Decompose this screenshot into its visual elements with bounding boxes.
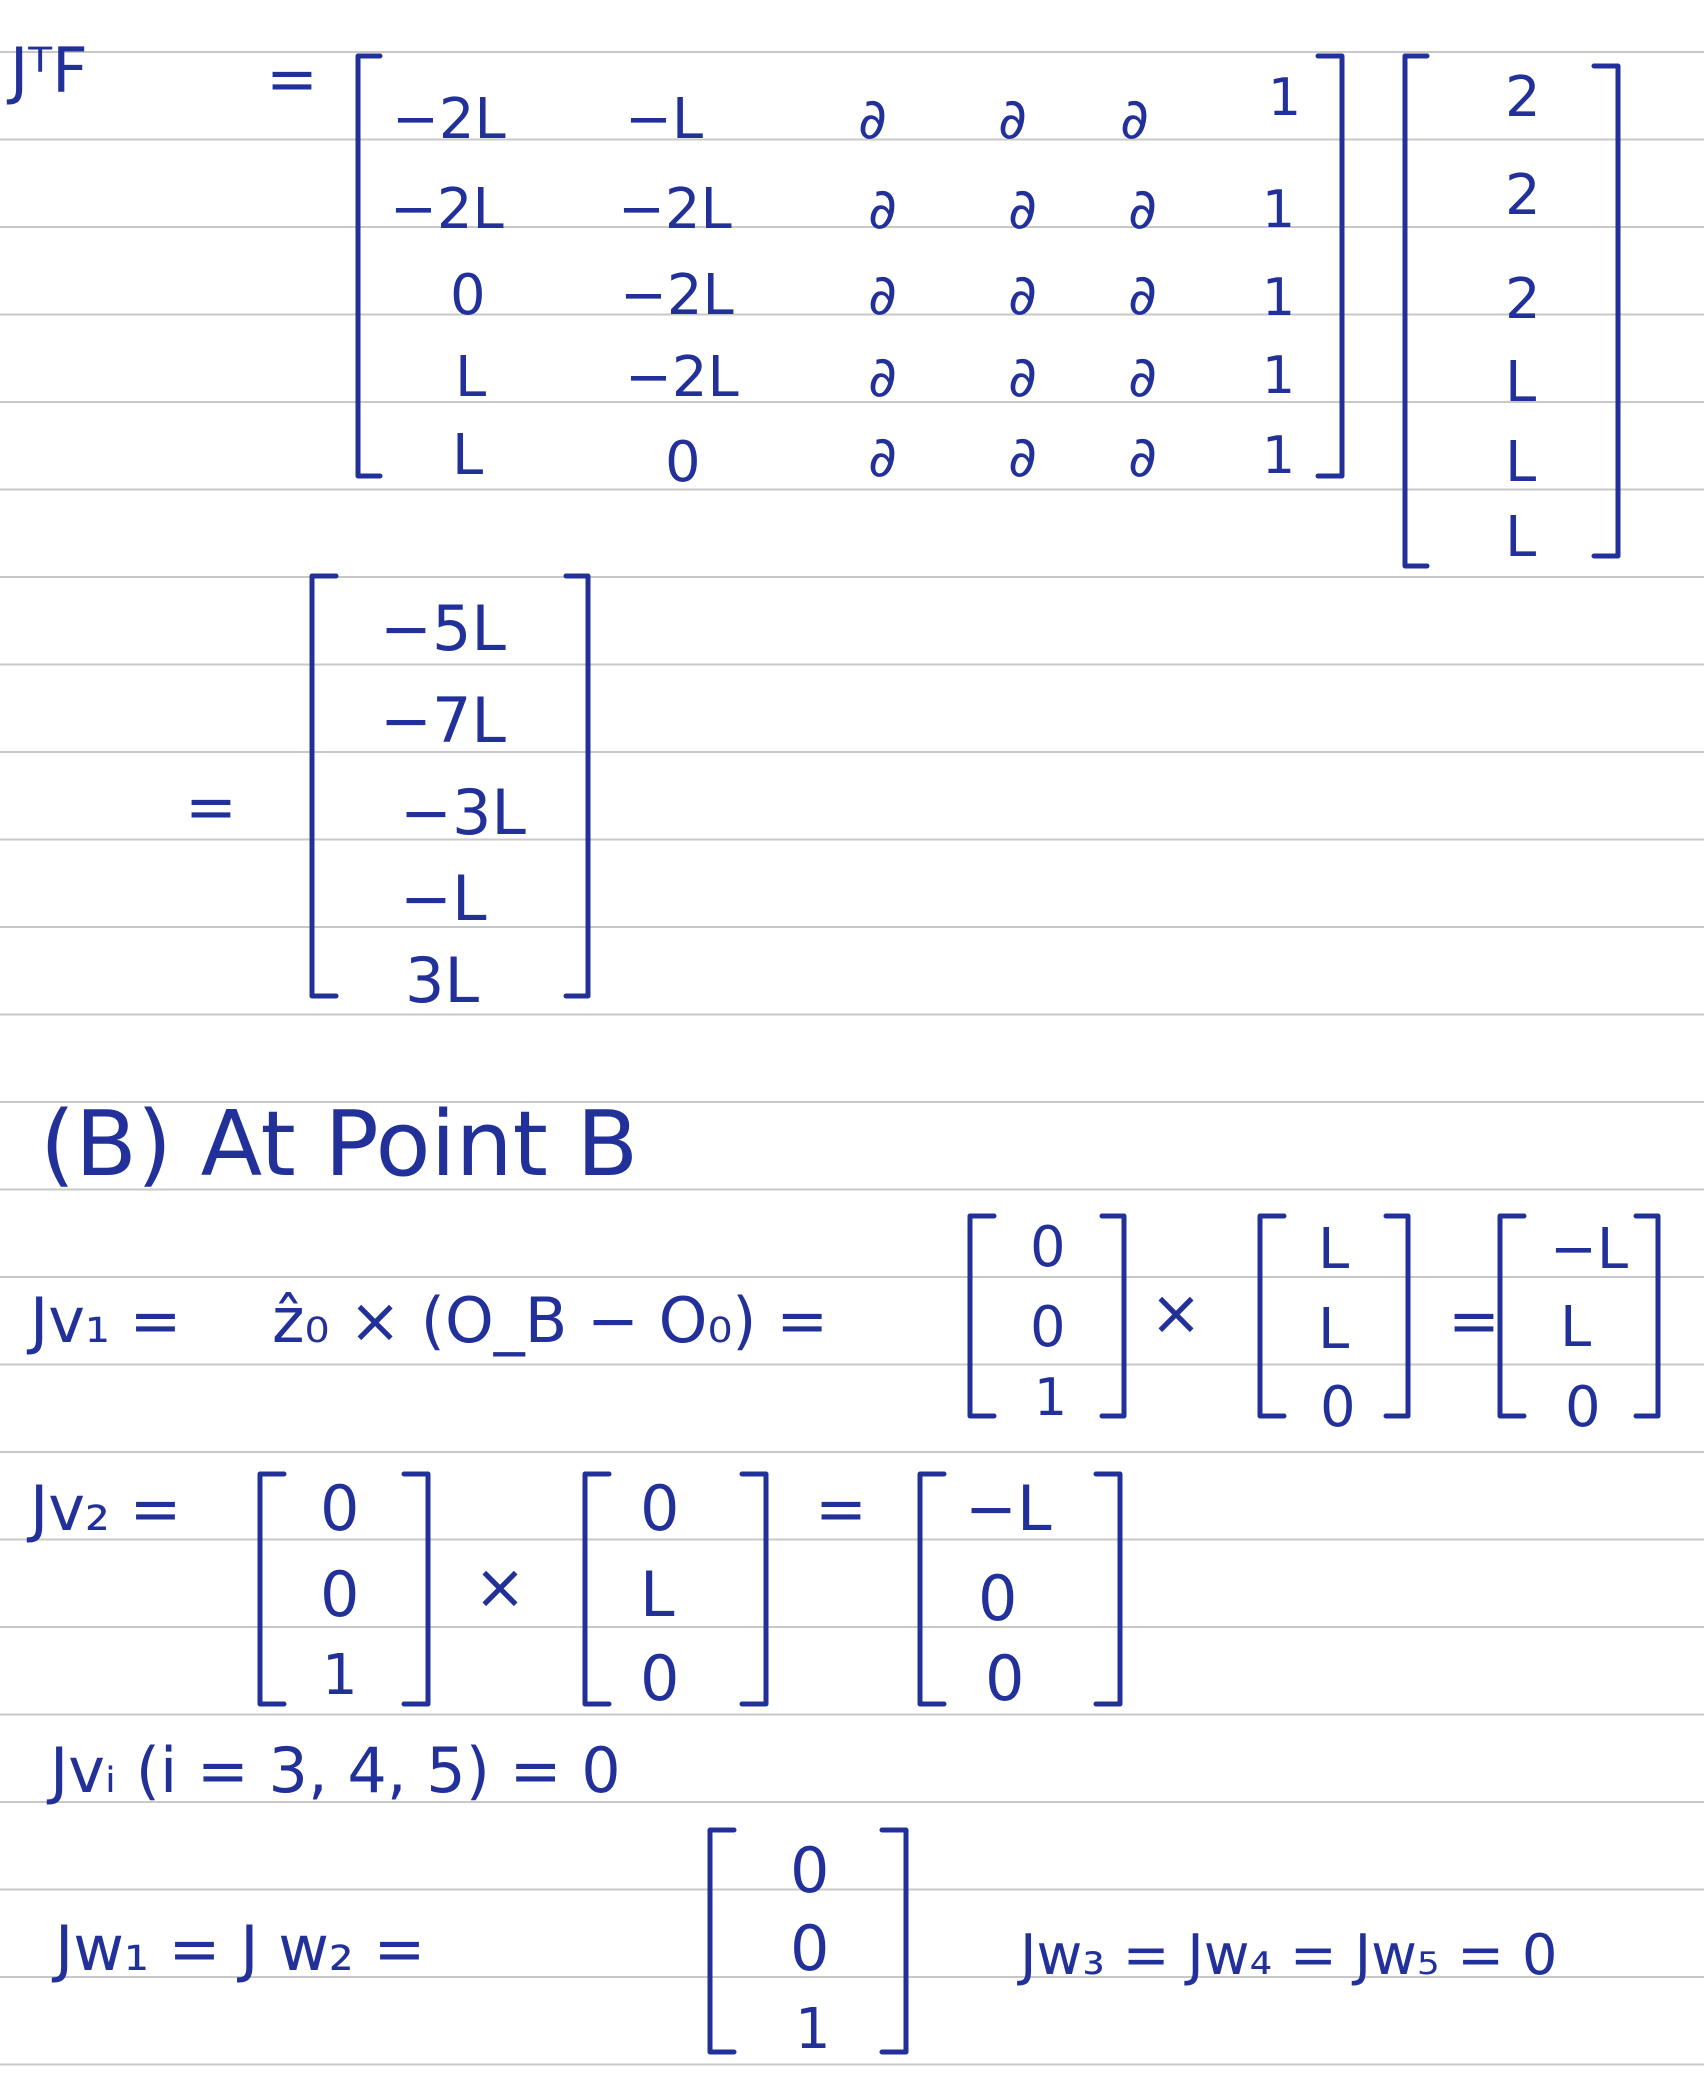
matrix-cell: L [455, 345, 487, 410]
vector-entry: 3L [405, 944, 479, 1017]
matrix-cell: −2L [390, 177, 504, 242]
matrix-cell: −2L [392, 87, 506, 152]
vector-entry: 0 [790, 1912, 830, 1985]
vector-entry: 0 [1565, 1375, 1601, 1440]
matrix-cell: 1 [1262, 180, 1296, 240]
jv1-result-left-bracket [1490, 1212, 1530, 1422]
vector-entry: −3L [400, 776, 526, 849]
vector-entry: 1 [1034, 1368, 1068, 1428]
vector-entry: 0 [320, 1472, 360, 1545]
vector-entry: 0 [985, 1642, 1025, 1715]
vector-entry: −7L [380, 684, 506, 757]
jv2-a-right-bracket [398, 1470, 438, 1710]
matrix-cell: ∂ [1128, 425, 1157, 490]
vector-entry: 0 [978, 1562, 1018, 1635]
matrix-cell: ∂ [1120, 87, 1149, 152]
jv1-result-right-bracket [1630, 1212, 1670, 1422]
vector-entry: 2 [1505, 65, 1541, 130]
vector-entry: −L [1550, 1217, 1629, 1282]
vector-entry: 2 [1505, 163, 1541, 228]
matrix-cell: −L [625, 87, 704, 152]
jacobian-transpose-left-bracket [350, 52, 390, 482]
equals-sign: = [185, 770, 237, 843]
force-vector-left-bracket [1395, 52, 1435, 572]
matrix-cell: ∂ [868, 263, 897, 328]
matrix-cell: −2L [625, 345, 739, 410]
z0-right-bracket [1096, 1212, 1136, 1422]
jw-left-bracket [700, 1826, 740, 2058]
matrix-cell: −2L [620, 263, 734, 328]
matrix-cell: 0 [450, 263, 486, 328]
matrix-cell: ∂ [868, 345, 897, 410]
matrix-cell: ∂ [1128, 345, 1157, 410]
jv2-result-left-bracket [910, 1470, 950, 1710]
equals-sign: = [266, 42, 318, 115]
vector-entry: L [1318, 1217, 1350, 1282]
matrix-cell: 1 [1262, 268, 1296, 328]
jv1-label: Jv₁ = [30, 1284, 182, 1357]
jw-right-bracket [876, 1826, 916, 2058]
matrix-cell: ∂ [868, 177, 897, 242]
vector-entry: 0 [640, 1642, 680, 1715]
matrix-cell: 1 [1262, 346, 1296, 406]
matrix-cell: ∂ [1128, 263, 1157, 328]
jacobian-transpose-right-bracket [1310, 52, 1350, 482]
result-right-bracket [560, 572, 600, 1002]
matrix-cell: 0 [665, 430, 701, 495]
vector-entry: 1 [795, 1997, 831, 2062]
vector-entry: −L [400, 862, 487, 935]
vector-entry: L [1505, 430, 1537, 495]
equals-sign: = [815, 1472, 867, 1545]
equals-sign: = [1448, 1284, 1500, 1357]
matrix-cell: ∂ [1008, 263, 1037, 328]
vector-entry: L [1560, 1295, 1592, 1360]
vector-entry: L [640, 1558, 675, 1631]
section-title: (B) At Point B [40, 1092, 639, 1197]
force-vector-right-bracket [1588, 62, 1628, 562]
jv2-result-right-bracket [1090, 1470, 1130, 1710]
jv1-expression: ẑ₀ × (O_B − O₀) = [272, 1284, 829, 1357]
matrix-cell: ∂ [1008, 177, 1037, 242]
vector-entry: 0 [1030, 1215, 1066, 1280]
cross-product-sign: × [1150, 1276, 1202, 1349]
vector-entry: 0 [320, 1558, 360, 1631]
vector-entry: 0 [640, 1472, 680, 1545]
matrix-cell: 1 [1262, 426, 1296, 486]
vector-entry: −L [965, 1472, 1052, 1545]
jv2-a-left-bracket [250, 1470, 290, 1710]
cross-product-sign: × [474, 1550, 526, 1623]
vector-entry: 1 [322, 1643, 358, 1708]
ob-left-bracket [1250, 1212, 1290, 1422]
jvi-statement: Jvᵢ (i = 3, 4, 5) = 0 [50, 1734, 621, 1807]
result-left-bracket [302, 572, 342, 1002]
jw-rest-statement: Jw₃ = Jw₄ = Jw₅ = 0 [1020, 1923, 1558, 1988]
vector-entry: 2 [1505, 267, 1541, 332]
jtf-label: JᵀF [10, 34, 88, 107]
vector-entry: L [1318, 1297, 1350, 1362]
jv2-label: Jv₂ = [30, 1472, 182, 1545]
vector-entry: 0 [790, 1834, 830, 1907]
matrix-cell: L [452, 423, 484, 488]
z0-left-bracket [960, 1212, 1000, 1422]
matrix-cell: ∂ [858, 87, 887, 152]
matrix-cell: ∂ [1128, 177, 1157, 242]
matrix-cell: ∂ [868, 425, 897, 490]
matrix-cell: ∂ [998, 87, 1027, 152]
jw-label: Jw₁ = J w₂ = [55, 1912, 426, 1985]
ob-right-bracket [1380, 1212, 1420, 1422]
matrix-cell: 1 [1268, 68, 1302, 128]
jv2-b-left-bracket [575, 1470, 615, 1710]
vector-entry: L [1505, 505, 1537, 570]
vector-entry: L [1505, 350, 1537, 415]
vector-entry: 0 [1320, 1375, 1356, 1440]
jv2-b-right-bracket [736, 1470, 776, 1710]
matrix-cell: −2L [618, 177, 732, 242]
matrix-cell: ∂ [1008, 345, 1037, 410]
matrix-cell: ∂ [1008, 425, 1037, 490]
vector-entry: 0 [1030, 1295, 1066, 1360]
vector-entry: −5L [380, 592, 506, 665]
